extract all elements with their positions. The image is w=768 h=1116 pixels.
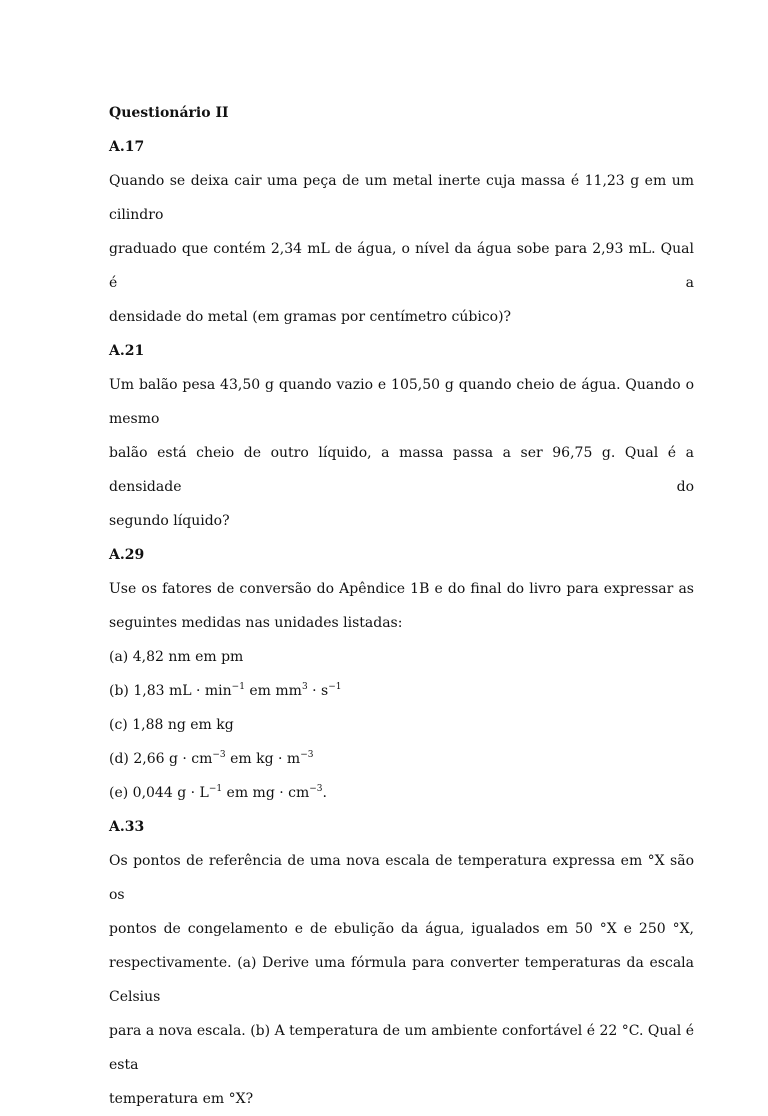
item-a29-c: (c) 1,88 ng em kg [109, 717, 234, 733]
item-a29-a: (a) 4,82 nm em pm [109, 649, 244, 665]
question-a33-line-4: para a nova escala. (b) A temperatura de um ambiente confortável é 22 °C. Qual é esta [109, 1023, 694, 1073]
document-page [109, 96, 694, 1116]
question-label-a33: A.33 [109, 819, 145, 835]
question-a33-line-1: Os pontos de referência de uma nova escala de temperatura expressa em °X são os [109, 853, 694, 903]
question-a33-line-5: temperatura em °X? [109, 1091, 254, 1107]
question-label-a21: A.21 [109, 343, 145, 359]
item-a29-d: (d) 2,66 $g \cdot cm^{-3}$ em kg · $m^{-3}$ [109, 750, 314, 767]
question-a29-line-2: seguintes medidas nas unidades listadas: [109, 615, 403, 631]
question-a17-line-1: Quando se deixa cair uma peça de um metal inerte cuja massa é 11,23 g em um cilindro [109, 173, 694, 223]
question-a21-line-3: segundo líquido? [109, 513, 230, 529]
page-title: Questionário II [109, 105, 229, 121]
question-a17-line-2: graduado que contém 2,34 mL de água, o nível da água sobe para 2,93 mL. Qual é a [109, 241, 694, 291]
question-a33-line-2: pontos de congelamento e de ebulição da água, igualados em 50 °X e 250 °X, [109, 921, 694, 937]
item-a29-b: (b) 1,83 mL · $\min^{-1}$ em $mm^3 \cdot s^{-1}$ [109, 682, 342, 699]
question-label-a29: A.29 [109, 547, 145, 563]
question-a17-line-3: densidade do metal (em gramas por centímetro cúbico)? [109, 309, 512, 325]
item-a29-e: (e) 0,044 $g \cdot L^{-1}$ em mg · $cm^{-3}$. [109, 784, 327, 801]
question-a21-line-2: balão está cheio de outro líquido, a massa passa a ser 96,75 g. Qual é a densidade do [109, 445, 694, 495]
question-a29-line-1: Use os fatores de conversão do Apêndice 1B e do final do livro para expressar as [109, 581, 694, 597]
question-label-a17: A.17 [109, 139, 145, 155]
question-a21-line-1: Um balão pesa 43,50 g quando vazio e 105,50 g quando cheio de água. Quando o mesmo [109, 377, 694, 427]
question-a33-line-3: respectivamente. (a) Derive uma fórmula para converter temperaturas da escala Celsius [109, 955, 694, 1005]
